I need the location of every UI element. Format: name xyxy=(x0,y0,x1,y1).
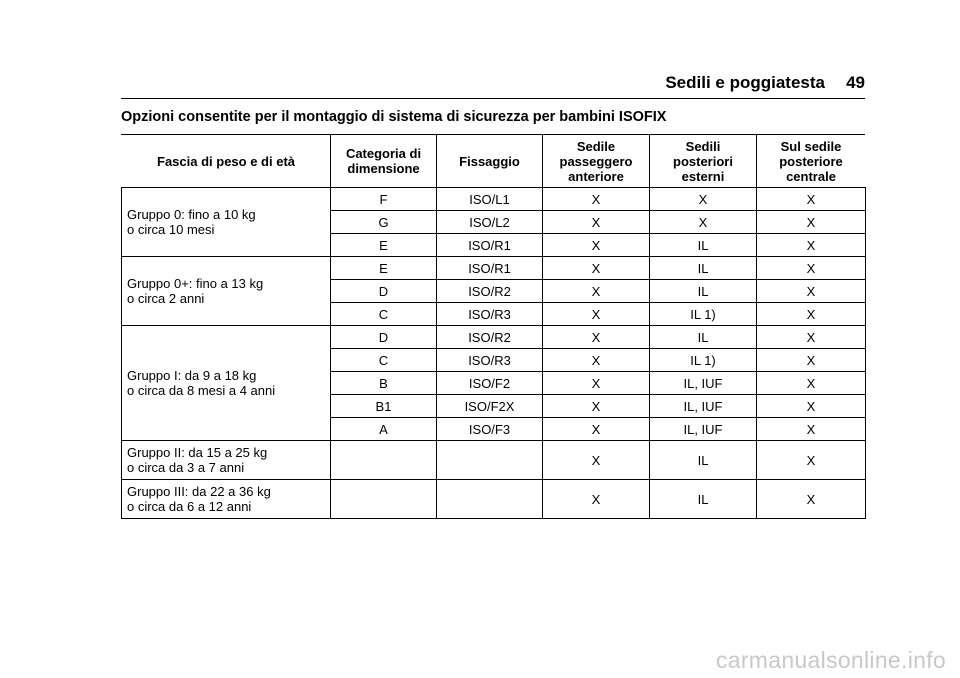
column-header-central xyxy=(757,135,866,188)
column-header-group xyxy=(122,135,331,188)
front-passenger-cell: X xyxy=(543,257,650,280)
size-category-cell: B1 xyxy=(331,395,437,418)
weight-group-line: Gruppo III: da 22 a 36 kg xyxy=(127,484,271,499)
fixing-cell: ISO/R3 xyxy=(437,303,543,326)
rear-outer-cell: IL 1) xyxy=(650,349,757,372)
rear-central-cell: X xyxy=(757,326,866,349)
rear-central-cell: X xyxy=(757,188,866,211)
column-header-line: posteriori xyxy=(673,153,733,169)
table-row xyxy=(122,257,866,280)
front-passenger-cell: X xyxy=(543,234,650,257)
column-header-size xyxy=(331,135,437,188)
rear-outer-cell: IL xyxy=(650,257,757,280)
column-header-line: dimensione xyxy=(347,161,420,176)
column-header-line: Categoria di xyxy=(345,146,422,161)
table-row xyxy=(122,188,866,211)
column-header-fixing xyxy=(437,135,543,188)
table-row xyxy=(122,326,866,349)
rear-central-cell: X xyxy=(757,211,866,234)
column-header-line: Fissaggio xyxy=(459,153,520,169)
weight-group-cell xyxy=(122,441,331,480)
table-header xyxy=(122,135,866,188)
column-header-line: centrale xyxy=(786,168,836,184)
header-row xyxy=(122,135,866,188)
front-passenger-cell: X xyxy=(543,441,650,480)
rear-outer-cell: IL xyxy=(650,280,757,303)
column-header-line: Sedile xyxy=(576,138,616,154)
fixing-cell xyxy=(437,441,543,480)
weight-group-line: Gruppo II: da 15 a 25 kg xyxy=(127,445,268,460)
front-passenger-cell: X xyxy=(543,418,650,441)
size-category-cell: A xyxy=(331,418,437,441)
rear-central-cell: X xyxy=(757,418,866,441)
table-row xyxy=(122,480,866,519)
fixing-cell: ISO/R1 xyxy=(437,257,543,280)
rear-central-cell: X xyxy=(757,441,866,480)
section-title: Sedili e poggiatesta xyxy=(665,73,825,92)
table-body xyxy=(122,188,866,519)
fixing-cell: ISO/L2 xyxy=(437,211,543,234)
weight-group-cell xyxy=(122,188,331,257)
weight-group-line: o circa da 8 mesi a 4 anni xyxy=(127,383,276,398)
rear-outer-cell: IL, IUF xyxy=(650,395,757,418)
weight-group-line: Gruppo 0: fino a 10 kg xyxy=(127,207,256,222)
page-header xyxy=(121,68,865,99)
column-header-outer xyxy=(650,135,757,188)
front-passenger-cell: X xyxy=(543,480,650,519)
fixing-cell: ISO/F3 xyxy=(437,418,543,441)
rear-central-cell: X xyxy=(757,480,866,519)
front-passenger-cell: X xyxy=(543,280,650,303)
fixing-cell: ISO/F2 xyxy=(437,372,543,395)
column-header-line: anteriore xyxy=(568,168,624,184)
rear-outer-cell: IL xyxy=(650,441,757,480)
weight-group-line: o circa 2 anni xyxy=(127,291,205,306)
rear-central-cell: X xyxy=(757,372,866,395)
column-header-line: esterni xyxy=(681,168,725,184)
weight-group-cell xyxy=(122,480,331,519)
rear-central-cell: X xyxy=(757,349,866,372)
weight-group-cell xyxy=(122,257,331,326)
rear-outer-cell: IL xyxy=(650,326,757,349)
column-header-line: passeggero xyxy=(559,153,633,169)
front-passenger-cell: X xyxy=(543,326,650,349)
column-header-line: Sul sedile xyxy=(780,138,842,154)
front-passenger-cell: X xyxy=(543,188,650,211)
weight-group-line: Gruppo I: da 9 a 18 kg xyxy=(127,368,257,383)
fixing-cell: ISO/R3 xyxy=(437,349,543,372)
weight-group-line: o circa da 6 a 12 anni xyxy=(127,499,252,514)
rear-central-cell: X xyxy=(757,280,866,303)
rear-central-cell: X xyxy=(757,395,866,418)
front-passenger-cell: X xyxy=(543,211,650,234)
rear-central-cell: X xyxy=(757,303,866,326)
column-header-line: Sedili xyxy=(685,138,721,154)
size-category-cell: F xyxy=(331,188,437,211)
table-caption: Opzioni consentite per il montaggio di sistema di sicurezza per bambini ISOFIX xyxy=(121,109,667,125)
rear-outer-cell: IL 1) xyxy=(650,303,757,326)
rear-outer-cell: X xyxy=(650,188,757,211)
weight-group-line: o circa 10 mesi xyxy=(127,222,215,237)
column-header-line: posteriore xyxy=(779,153,843,169)
table-row xyxy=(122,441,866,480)
size-category-cell: G xyxy=(331,211,437,234)
fixing-cell: ISO/R2 xyxy=(437,326,543,349)
rear-outer-cell: IL, IUF xyxy=(650,372,757,395)
column-header-front xyxy=(543,135,650,188)
rear-central-cell: X xyxy=(757,257,866,280)
fixing-cell xyxy=(437,480,543,519)
page-number: 49 xyxy=(846,73,865,92)
front-passenger-cell: X xyxy=(543,303,650,326)
size-category-cell xyxy=(331,441,437,480)
size-category-cell: E xyxy=(331,234,437,257)
weight-group-line: Gruppo 0+: fino a 13 kg xyxy=(127,276,264,291)
size-category-cell: C xyxy=(331,349,437,372)
size-category-cell: B xyxy=(331,372,437,395)
front-passenger-cell: X xyxy=(543,372,650,395)
rear-outer-cell: IL xyxy=(650,480,757,519)
front-passenger-cell: X xyxy=(543,349,650,372)
size-category-cell: D xyxy=(331,326,437,349)
size-category-cell: C xyxy=(331,303,437,326)
weight-group-line: o circa da 3 a 7 anni xyxy=(127,460,245,475)
size-category-cell: E xyxy=(331,257,437,280)
fixing-cell: ISO/R1 xyxy=(437,234,543,257)
fixing-cell: ISO/L1 xyxy=(437,188,543,211)
isofix-table xyxy=(121,134,866,519)
size-category-cell: D xyxy=(331,280,437,303)
rear-outer-cell: X xyxy=(650,211,757,234)
fixing-cell: ISO/F2X xyxy=(437,395,543,418)
front-passenger-cell: X xyxy=(543,395,650,418)
column-header-line: Fascia di peso e di età xyxy=(157,153,295,169)
watermark: carmanualsonline.info xyxy=(715,647,946,673)
size-category-cell xyxy=(331,480,437,519)
fixing-cell: ISO/R2 xyxy=(437,280,543,303)
rear-central-cell: X xyxy=(757,234,866,257)
weight-group-cell xyxy=(122,326,331,441)
rear-outer-cell: IL xyxy=(650,234,757,257)
rear-outer-cell: IL, IUF xyxy=(650,418,757,441)
